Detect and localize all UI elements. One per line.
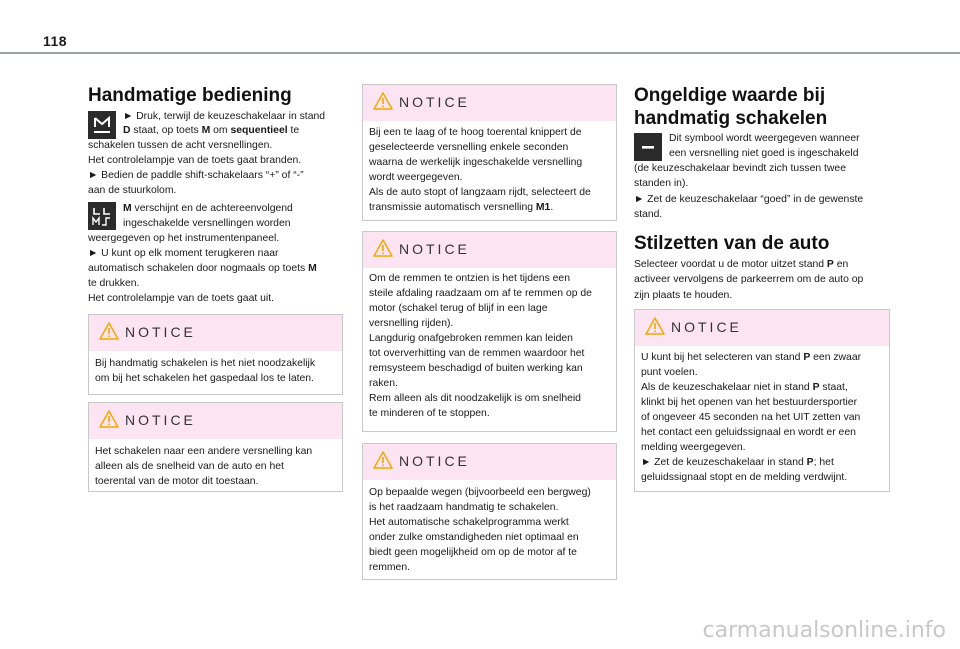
notice-line: motor (schakel terug of blijf in een lage [369, 303, 548, 314]
notice-box [362, 84, 617, 221]
paragraph-line: automatisch schakelen door nogmaals op toets M [88, 263, 317, 274]
notice-header [635, 310, 889, 346]
notice-line: alleen als de snelheid van de auto en het [95, 461, 284, 472]
heading-ongeldige-waarde-line2: handmatig schakelen [634, 108, 828, 129]
notice-line: Als de keuzeschakelaar niet in stand P staat, [641, 382, 848, 393]
notice-line: remsysteem beschadigd of buiten werking kan [369, 363, 583, 374]
notice-line: wordt weergegeven. [369, 172, 463, 183]
paragraph-line: ► Druk, terwijl de keuzeschakelaar in stand [123, 111, 326, 122]
notice-line: versnelling rijden). [369, 318, 454, 329]
notice-header [363, 444, 616, 480]
paragraph-line: Dit symbool wordt weergegeven wanneer [669, 133, 860, 144]
notice-header [89, 403, 342, 439]
notice-line: raken. [369, 378, 398, 389]
paragraph-line: (de keuzeschakelaar bevindt zich tussen twee [634, 163, 846, 174]
paragraph-line: Selecteer voordat u de motor uitzet stand P en [634, 259, 849, 270]
notice-line: melding weergegeven. [641, 442, 746, 453]
invalid-gear-icon [634, 133, 662, 161]
notice-line: om bij het schakelen het gaspedaal los te laten. [95, 373, 314, 384]
warning-triangle-icon [373, 92, 393, 110]
notice-line: te minderen of te stoppen. [369, 408, 490, 419]
notice-line: punt voelen. [641, 367, 698, 378]
paragraph-line: een versnelling niet goed is ingeschakeld [669, 148, 859, 159]
paragraph-line: schakelen tussen de acht versnellingen. [88, 140, 273, 151]
notice-line: Langdurig onafgebroken remmen kan leiden [369, 333, 573, 344]
notice-line: of ongeveer 45 seconden na het UIT zetten van [641, 412, 861, 423]
warning-triangle-icon [99, 322, 119, 340]
warning-triangle-icon [373, 451, 393, 469]
notice-line: toerental van de motor dit toestaan. [95, 476, 259, 487]
notice-title: NOTICE [671, 319, 742, 335]
watermark: carmanualsonline.info [702, 618, 946, 643]
paragraph-line: standen in). [634, 178, 689, 189]
paragraph-line: Het controlelampje van de toets gaat branden. [88, 155, 302, 166]
notice-line: Om de remmen te ontzien is het tijdens een [369, 273, 570, 284]
paragraph-line: ingeschakelde versnellingen worden [123, 218, 291, 229]
notice-line: is het raadzaam handmatig te schakelen. [369, 502, 559, 513]
paragraph-line: M verschijnt en de achtereenvolgend [123, 203, 293, 214]
notice-title: NOTICE [399, 453, 470, 469]
notice-line: Het automatische schakelprogramma werkt [369, 517, 569, 528]
notice-title: NOTICE [125, 324, 196, 340]
notice-title: NOTICE [399, 94, 470, 110]
notice-box [88, 402, 343, 492]
notice-line: U kunt bij het selecteren van stand P een zwaar [641, 352, 862, 363]
notice-line: remmen. [369, 562, 410, 573]
gear-indicator-display-icon [88, 202, 116, 230]
heading-ongeldige-waarde-line1: Ongeldige waarde bij [634, 85, 826, 106]
notice-box [362, 231, 617, 432]
notice-header [363, 85, 616, 121]
paragraph-line: D staat, op toets M om sequentieel te [123, 125, 300, 136]
manual-mode-m-icon [88, 111, 116, 139]
notice-title: NOTICE [399, 241, 470, 257]
notice-line: Bij handmatig schakelen is het niet noodzakelijk [95, 358, 316, 369]
paragraph-line: aan de stuurkolom. [88, 185, 177, 196]
notice-line: Bij een te laag of te hoog toerental knippert de [369, 127, 582, 138]
notice-line: biedt geen mogelijkheid om op de motor af te [369, 547, 577, 558]
notice-line: ► Zet de keuzeschakelaar in stand P; het [641, 457, 834, 468]
paragraph-line: ► U kunt op elk moment terugkeren naar [88, 248, 279, 259]
warning-triangle-icon [645, 317, 665, 335]
notice-line: steile afdaling raadzaam om af te remmen op de [369, 288, 592, 299]
heading-stilzetten: Stilzetten van de auto [634, 233, 830, 254]
paragraph-line: te drukken. [88, 278, 140, 289]
header-rule [0, 52, 960, 54]
notice-line: onder zulke omstandigheden niet optimaal en [369, 532, 579, 543]
notice-title: NOTICE [125, 412, 196, 428]
paragraph-line: weergegeven op het instrumentenpaneel. [88, 233, 280, 244]
notice-line: geluidssignaal stopt en de melding verdwijnt. [641, 472, 848, 483]
notice-line: klinkt bij het openen van het bestuurdersportier [641, 397, 858, 408]
notice-line: waarna de werkelijk ingeschakelde versnelling [369, 157, 583, 168]
notice-box [362, 443, 617, 580]
paragraph-line: stand. [634, 209, 663, 220]
paragraph-line: activeer vervolgens de parkeerrem om de auto op [634, 274, 864, 285]
notice-box [88, 314, 343, 395]
notice-line: Rem alleen als dit noodzakelijk is om snelheid [369, 393, 581, 404]
heading-handmatige-bediening: Handmatige bediening [88, 85, 292, 106]
notice-box [634, 309, 890, 492]
notice-line: Op bepaalde wegen (bijvoorbeeld een bergweg) [369, 487, 591, 498]
paragraph-line: ► Bedien de paddle shift-schakelaars “+” of “-” [88, 170, 304, 181]
notice-line: Het schakelen naar een andere versnelling kan [95, 446, 313, 457]
paragraph-line: Het controlelampje van de toets gaat uit. [88, 293, 274, 304]
warning-triangle-icon [373, 239, 393, 257]
notice-line: tot oververhitting van de remmen waardoor het [369, 348, 585, 359]
notice-header [89, 315, 342, 351]
notice-header [363, 232, 616, 268]
paragraph-line: ► Zet de keuzeschakelaar “goed” in de gewenste [634, 194, 864, 205]
warning-triangle-icon [99, 410, 119, 428]
notice-line: geselecteerde versnelling enkele seconden [369, 142, 569, 153]
page-number: 118 [43, 33, 68, 49]
notice-line: Als de auto stopt of langzaam rijdt, selecteert de [369, 187, 591, 198]
paragraph-line: zijn plaats te houden. [634, 290, 733, 301]
notice-line: het contact een geluidssignaal en wordt er een [641, 427, 856, 438]
notice-line: transmissie automatisch versnelling M1. [369, 202, 554, 213]
